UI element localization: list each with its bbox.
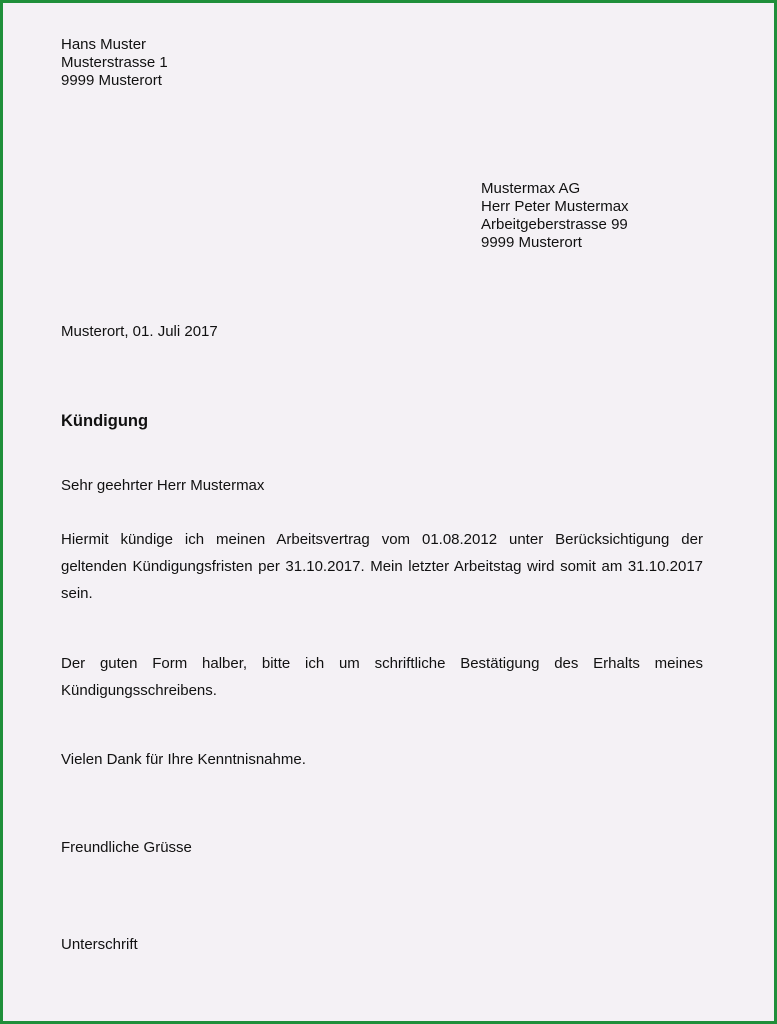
closing-line: Freundliche Grüsse [61,839,192,856]
recipient-city: 9999 Musterort [481,234,582,251]
recipient-company: Mustermax AG [481,180,581,197]
letter-subject: Kündigung [61,412,149,430]
sender-city: 9999 Musterort [61,72,162,89]
date-line: Musterort, 01. Juli 2017 [61,323,218,340]
recipient-person: Herr Peter Mustermax [481,198,629,215]
recipient-address [481,180,629,252]
signature-label: Unterschrift [61,936,138,953]
recipient-street: Arbeitgeberstrasse 99 [481,216,628,233]
sender-street: Musterstrasse 1 [61,54,168,71]
salutation: Sehr geehrter Herr Mustermax [61,477,265,494]
body-paragraph-2: Der guten Form halber, bitte ich um schriftliche Bestätigung des Erhalts meines Kündigungsschreibens. [61,655,703,699]
body-paragraph-1: Hiermit kündige ich meinen Arbeitsvertrag vom 01.08.2012 unter Berücksichtigung der geltenden Kündigungsfristen per 31.10.2017. Mein letzter Arbeitstag wird somit am 31.10.2017 sein. [61,531,703,602]
thanks-line: Vielen Dank für Ihre Kenntnisnahme. [61,751,306,768]
sender-name: Hans Muster [61,36,147,53]
sender-address [61,36,168,90]
